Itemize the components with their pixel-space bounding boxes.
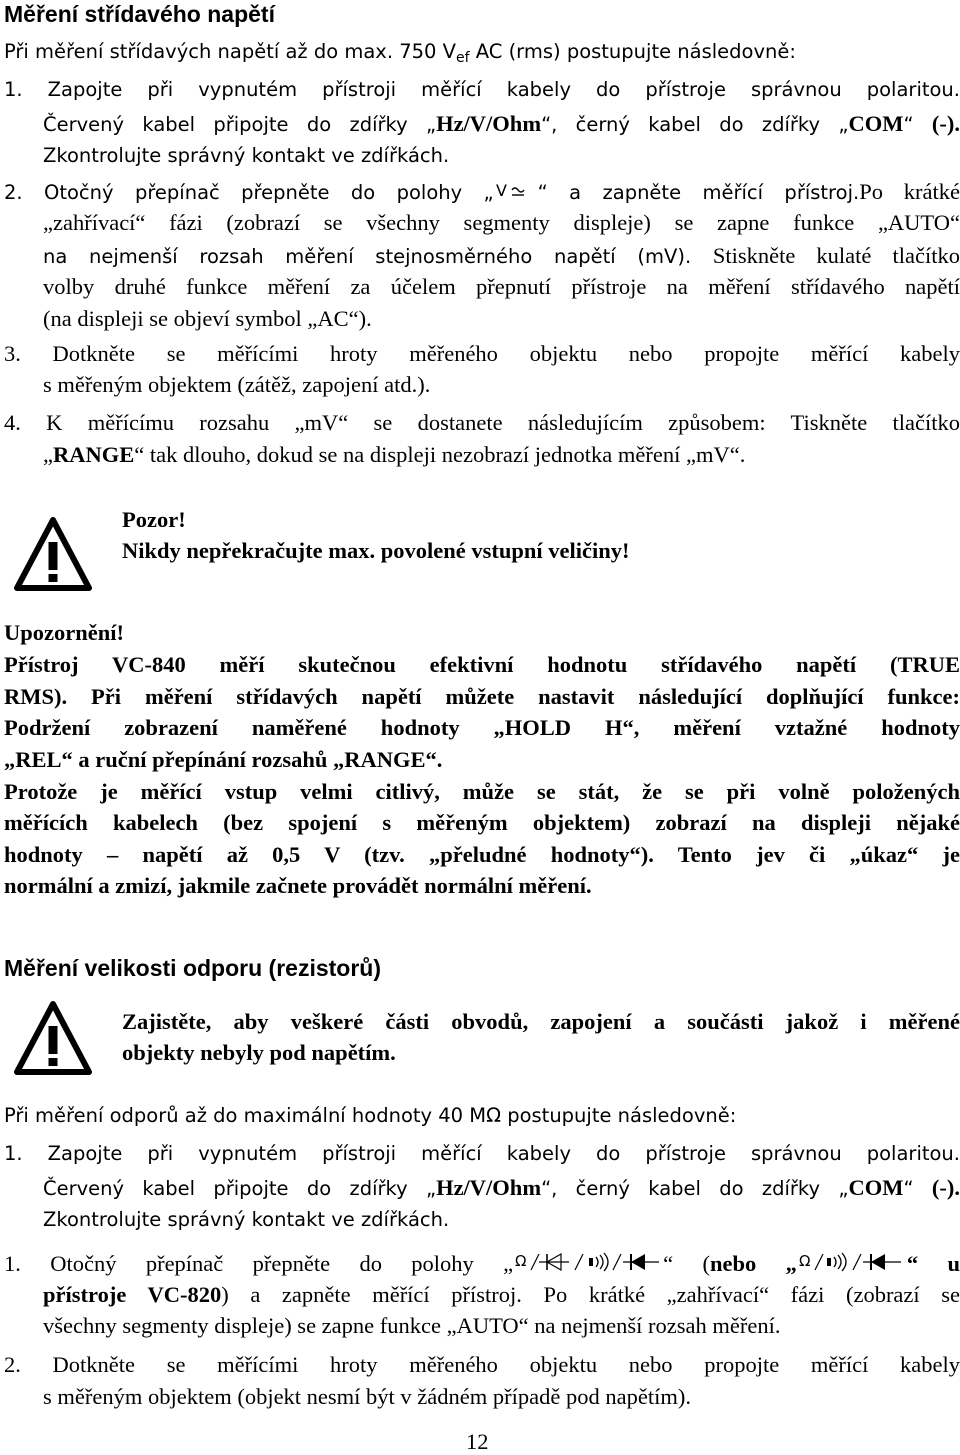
ac-step2-line4: volby druhé funkce měření za účelem přepnutí přístroje na měření střídavého napětí [43,274,960,299]
svg-text:Ω: Ω [515,1252,527,1270]
warning1-text: Nikdy nepřekračujte max. povolené vstupní veličiny! [122,538,630,563]
notice-line-4: „REL“ a ruční přepínání rozsahů „RANGE“. [4,747,443,772]
ac-step2-line1: 2. Otočný přepínač přepněte do polohy „ V “ a zapněte měřící přístroj.Po krátké [4,179,960,207]
resistance-intro: Při měření odporů až do maximální hodnoty 40 MΩ postupujte následovně: [4,1104,737,1127]
res-step1-line3: Zkontrolujte správný kontakt ve zdířkách. [43,1208,450,1231]
svg-text:Ω: Ω [798,1252,811,1270]
svg-text:V: V [495,181,507,200]
ac-intro-suffix: AC (rms) postupujte následovně: [469,40,796,63]
ac-step1-line2: Červený kabel připojte do zdířky „Hz/V/Ohm“, černý kabel do zdířky „COM“ (-). [43,111,960,136]
ac-step4-line1: 4. K měřícímu rozsahu „mV“ se dostanete následujícím způsobem: Tiskněte tlačítko [4,410,960,435]
res-step3-line2: s měřeným objektem (objekt nesmí být v žádném případě pod napětím). [43,1384,691,1409]
ac-voltage-symbol-icon [494,180,538,207]
notice-line-5: Protože je měřící vstup velmi citlivý, může se stát, že se při volně položených [4,779,960,804]
warning-triangle-icon [14,1000,92,1076]
notice-line-8: normální a zmizí, jakmile začnete provádět normální měření. [4,873,592,898]
ac-step3-line1: 3. Dotkněte se měřícími hroty měřeného objektu nebo propojte měřící kabely [4,341,960,366]
notice-line-2: RMS). Při měření střídavých napětí můžete nastavit následující doplňující funkce: [4,684,960,709]
notice-line-1: Přístroj VC-840 měří skutečnou efektivní hodnotu střídavého napětí (TRUE [4,652,960,677]
ac-step2-line3: na nejmenší rozsah měření stejnosměrného napětí (mV). Stiskněte kulaté tlačítko [43,243,960,268]
notice-line-3: Podržení zobrazení naměřené hodnoty „HOLD H“, měření vztažné hodnoty [4,715,960,740]
ac-intro-prefix: Při měření střídavých napětí až do max. 750 V [4,40,457,63]
ohm-diode-continuity-symbol-icon [797,1250,907,1282]
ac-step2-line5: (na displeji se objeví symbol „AC“). [43,306,372,331]
res-step1-line1: 1. Zapojte při vypnutém přístroji měřící kabely do přístroje správnou polaritou. [4,1142,960,1165]
ac-step1-line1: 1. Zapojte při vypnutém přístroji měřící kabely do přístroje správnou polaritou. [4,78,960,101]
notice-line-6: měřících kabelech (bez spojení s měřeným objektem) zobrazí na displeji nějaké [4,810,960,835]
notice-title: Upozornění! [4,620,124,645]
res-step2-line3: všechny segmenty displeje) se zapne funkce „AUTO“ na nejmenší rozsah měření. [43,1313,781,1338]
res-step1-line2: Červený kabel připojte do zdířky „Hz/V/Ohm“, černý kabel do zdířky „COM“ (-). [43,1175,960,1200]
section-heading-resistance: Měření velikosti odporu (rezistorů) [4,955,381,981]
res-step2-line1: 1. Otočný přepínač přepněte do polohy „ Ω “ (nebo „ Ω “ u [4,1250,960,1282]
ac-step3-line2: s měřeným objektem (zátěž, zapojení atd.). [43,372,431,397]
res-step3-line1: 2. Dotkněte se měřícími hroty měřeného objektu nebo propojte měřící kabely [4,1352,960,1377]
ac-intro [4,40,796,66]
warning2-line1: Zajistěte, aby veškeré části obvodů, zapojení a součásti jakož i měřené [122,1009,960,1034]
res-step2-line2: přístroje VC-820) a zapněte měřící přístroj. Po krátké „zahřívací“ fázi (zobrazí se [43,1282,960,1307]
section-heading-ac-voltage: Měření střídavého napětí [4,1,275,27]
warning2-line2: objekty nebyly pod napětím. [122,1040,396,1065]
notice-line-7: hodnoty – napětí až 0,5 V (tzv. „přeludné hodnoty“). Tento jev či „úkaz“ je [4,842,960,867]
ac-step4-line2: „RANGE“ tak dlouho, dokud se na displeji nezobrazí jednotka měření „mV“. [43,442,746,467]
ac-step2-line2: „zahřívací“ fázi (zobrazí se všechny segmenty displeje) se zapne funkce „AUTO“ [43,210,960,235]
page-number: 12 [466,1429,489,1454]
ac-intro-sub: ef [456,50,470,66]
ohm-diode-continuity-symbol-icon [513,1250,663,1282]
warning1-title: Pozor! [122,507,186,532]
warning-triangle-icon [14,516,92,592]
ac-step1-line3: Zkontrolujte správný kontakt ve zdířkách. [43,144,450,167]
